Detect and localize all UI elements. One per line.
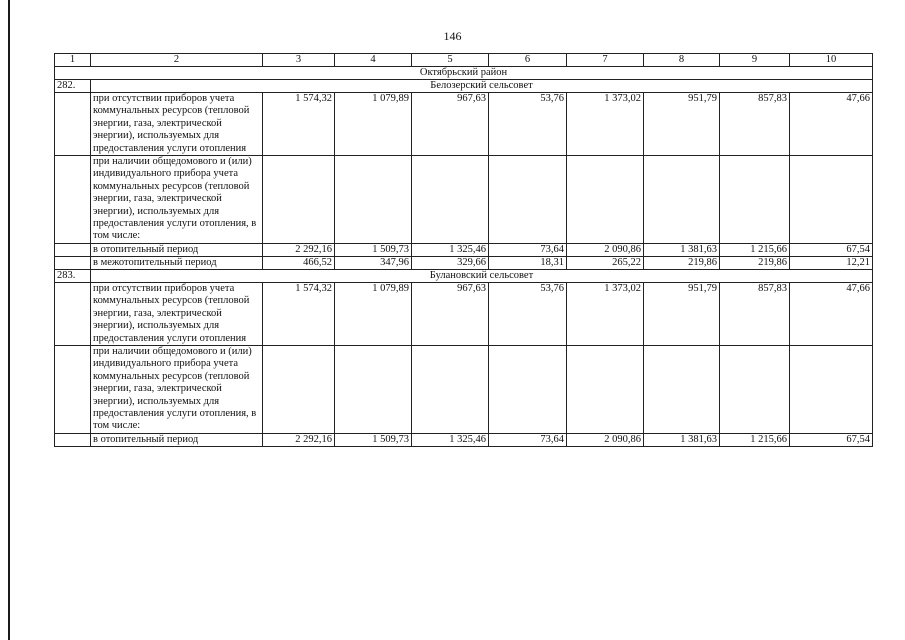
district-title: Октябрьский район <box>55 67 873 80</box>
value-cell <box>567 156 644 244</box>
value-cell <box>263 345 335 433</box>
value-cell: 219,86 <box>644 256 720 269</box>
row-label: при наличии общедомового и (или) индивидуального прибора учета коммунальных ресурсов (тепловой энергии, газа, электрической энергии), используемых для предоставления услуги отопления, в том числе: <box>91 156 263 244</box>
value-cell: 1 325,46 <box>412 243 489 256</box>
row-label: при отсутствии приборов учета коммунальных ресурсов (тепловой энергии, газа, электрической энергии), используемых для предоставления услуги отопления <box>91 93 263 156</box>
column-number: 8 <box>644 54 720 67</box>
district-row <box>55 67 873 80</box>
value-cell: 1 215,66 <box>720 433 790 446</box>
value-cell: 1 509,73 <box>335 243 412 256</box>
value-cell: 951,79 <box>644 93 720 156</box>
value-cell: 219,86 <box>720 256 790 269</box>
value-cell: 2 292,16 <box>263 243 335 256</box>
value-cell <box>335 156 412 244</box>
value-cell: 2 292,16 <box>263 433 335 446</box>
column-number: 9 <box>720 54 790 67</box>
row-label: в отопительный период <box>91 433 263 446</box>
value-cell: 967,63 <box>412 93 489 156</box>
table-row <box>55 282 873 345</box>
value-cell <box>489 156 567 244</box>
value-cell <box>720 345 790 433</box>
value-cell: 18,31 <box>489 256 567 269</box>
index-cell <box>55 156 91 244</box>
column-number: 10 <box>790 54 873 67</box>
value-cell <box>720 156 790 244</box>
value-cell <box>567 345 644 433</box>
value-cell: 967,63 <box>412 282 489 345</box>
value-cell: 73,64 <box>489 243 567 256</box>
page-binding-line <box>8 0 10 640</box>
value-cell: 466,52 <box>263 256 335 269</box>
column-number-row <box>55 54 873 67</box>
index-cell <box>55 243 91 256</box>
value-cell: 265,22 <box>567 256 644 269</box>
value-cell <box>489 345 567 433</box>
value-cell <box>644 345 720 433</box>
value-cell: 1 325,46 <box>412 433 489 446</box>
index-cell <box>55 256 91 269</box>
table-row <box>55 345 873 433</box>
column-number: 2 <box>91 54 263 67</box>
value-cell: 857,83 <box>720 93 790 156</box>
row-label: в межотопительный период <box>91 256 263 269</box>
row-label: в отопительный период <box>91 243 263 256</box>
value-cell: 1 509,73 <box>335 433 412 446</box>
table-row <box>55 243 873 256</box>
value-cell: 73,64 <box>489 433 567 446</box>
value-cell: 53,76 <box>489 93 567 156</box>
value-cell: 2 090,86 <box>567 243 644 256</box>
value-cell <box>644 156 720 244</box>
section-header-row <box>55 80 873 93</box>
column-number: 6 <box>489 54 567 67</box>
value-cell: 329,66 <box>412 256 489 269</box>
value-cell: 857,83 <box>720 282 790 345</box>
tariff-table <box>54 53 873 447</box>
section-title: Булановский сельсовет <box>91 269 873 282</box>
row-label: при наличии общедомового и (или) индивидуального прибора учета коммунальных ресурсов (тепловой энергии, газа, электрической энергии), используемых для предоставления услуги отопления, в том числе: <box>91 345 263 433</box>
section-index: 282. <box>55 80 91 93</box>
table-row <box>55 256 873 269</box>
value-cell: 47,66 <box>790 282 873 345</box>
value-cell: 1 079,89 <box>335 93 412 156</box>
value-cell: 53,76 <box>489 282 567 345</box>
value-cell: 1 079,89 <box>335 282 412 345</box>
value-cell <box>263 156 335 244</box>
row-label: при отсутствии приборов учета коммунальных ресурсов (тепловой энергии, газа, электрической энергии), используемых для предоставления услуги отопления <box>91 282 263 345</box>
value-cell: 1 574,32 <box>263 282 335 345</box>
value-cell: 12,21 <box>790 256 873 269</box>
value-cell: 1 574,32 <box>263 93 335 156</box>
column-number: 3 <box>263 54 335 67</box>
section-title: Белозерский сельсовет <box>91 80 873 93</box>
column-number: 4 <box>335 54 412 67</box>
section-header-row <box>55 269 873 282</box>
value-cell: 951,79 <box>644 282 720 345</box>
page-number: 146 <box>443 29 462 43</box>
value-cell: 2 090,86 <box>567 433 644 446</box>
value-cell <box>412 156 489 244</box>
index-cell <box>55 433 91 446</box>
value-cell: 1 381,63 <box>644 243 720 256</box>
value-cell: 1 215,66 <box>720 243 790 256</box>
value-cell <box>790 345 873 433</box>
column-number: 5 <box>412 54 489 67</box>
value-cell <box>412 345 489 433</box>
value-cell <box>335 345 412 433</box>
index-cell <box>55 345 91 433</box>
table-row <box>55 156 873 244</box>
value-cell: 1 381,63 <box>644 433 720 446</box>
value-cell: 47,66 <box>790 93 873 156</box>
value-cell <box>790 156 873 244</box>
column-number: 1 <box>55 54 91 67</box>
column-number: 7 <box>567 54 644 67</box>
index-cell <box>55 282 91 345</box>
table-row <box>55 433 873 446</box>
value-cell: 1 373,02 <box>567 93 644 156</box>
value-cell: 1 373,02 <box>567 282 644 345</box>
value-cell: 67,54 <box>790 243 873 256</box>
section-index: 283. <box>55 269 91 282</box>
index-cell <box>55 93 91 156</box>
table-row <box>55 93 873 156</box>
value-cell: 67,54 <box>790 433 873 446</box>
value-cell: 347,96 <box>335 256 412 269</box>
